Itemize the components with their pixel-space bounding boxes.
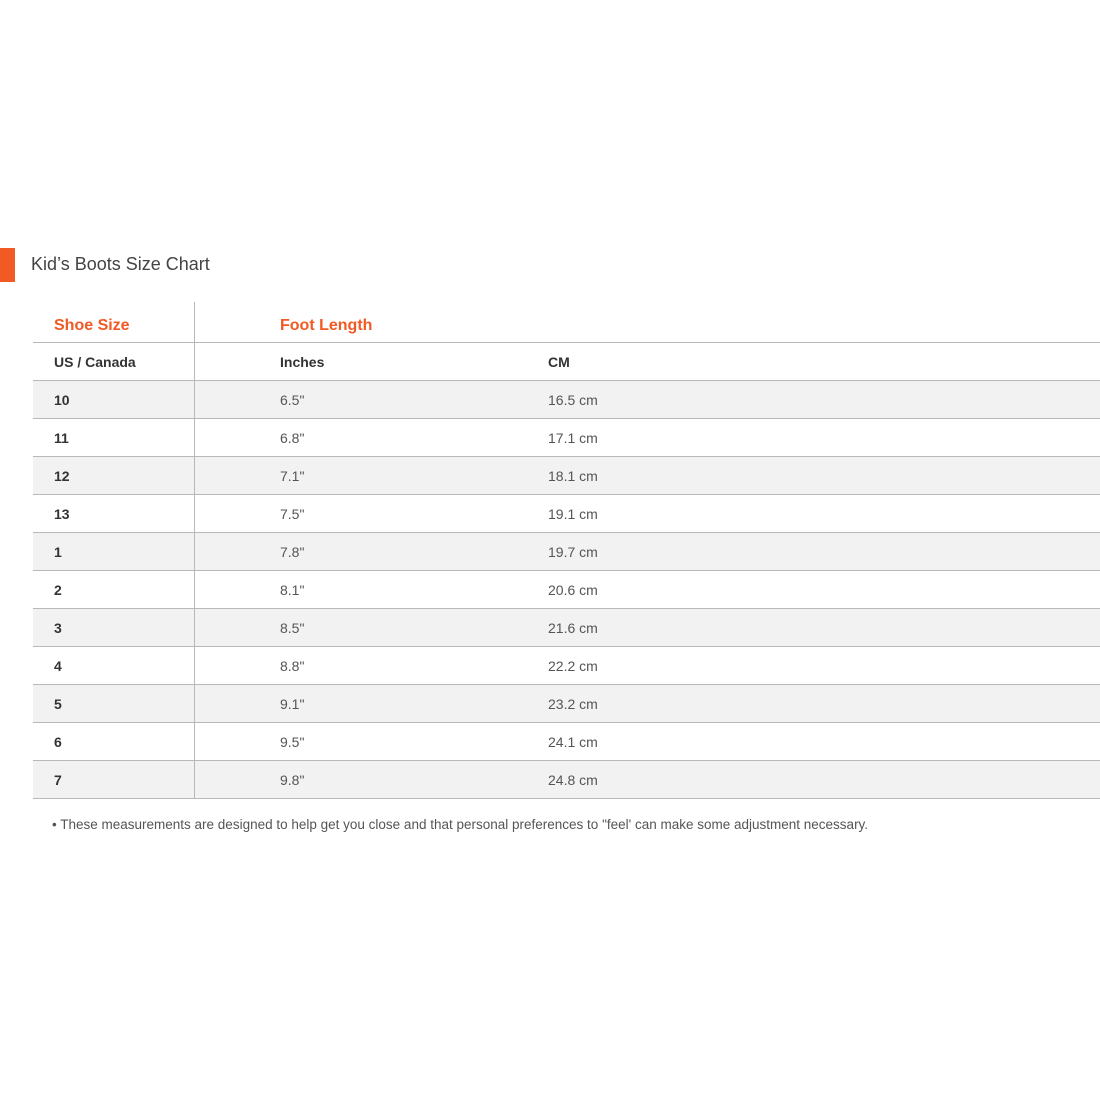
table-row (33, 723, 1100, 761)
page-title: Kid’s Boots Size Chart (31, 254, 210, 274)
shoe-size-header: Shoe Size (54, 317, 130, 334)
size-cell: 11 (54, 429, 69, 446)
size-cell: 13 (54, 505, 70, 522)
table-row (33, 647, 1100, 685)
column-divider (194, 533, 195, 570)
size-cell: 10 (54, 391, 70, 408)
inches-cell: 9.8" (280, 771, 305, 788)
size-cell: 6 (54, 733, 62, 750)
column-divider (194, 495, 195, 532)
inches-cell: 8.1" (280, 581, 305, 598)
size-cell: 1 (54, 543, 62, 560)
cm-cell: 22.2 cm (548, 657, 598, 674)
us-canada-header: US / Canada (54, 353, 136, 370)
table-row (33, 761, 1100, 799)
cm-cell: 24.8 cm (548, 771, 598, 788)
table-row (33, 495, 1100, 533)
column-divider (194, 571, 195, 608)
cm-cell: 16.5 cm (548, 391, 598, 408)
table-row (33, 609, 1100, 647)
inches-cell: 7.5" (280, 505, 305, 522)
column-divider (194, 761, 195, 798)
cm-cell: 19.1 cm (548, 505, 598, 522)
cm-cell: 17.1 cm (548, 429, 598, 446)
table-row (33, 533, 1100, 571)
column-divider (194, 609, 195, 646)
column-divider (194, 647, 195, 684)
inches-cell: 6.8" (280, 429, 305, 446)
foot-length-header: Foot Length (280, 317, 373, 334)
column-divider (194, 381, 195, 418)
column-divider (194, 302, 195, 342)
table-row (33, 381, 1100, 419)
size-cell: 2 (54, 581, 62, 598)
table-body (33, 381, 1100, 799)
column-header-row (33, 343, 1100, 381)
inches-cell: 8.8" (280, 657, 305, 674)
title-accent-bar (0, 248, 15, 282)
cm-header: CM (548, 353, 570, 370)
cm-cell: 24.1 cm (548, 733, 598, 750)
size-cell: 4 (54, 657, 62, 674)
inches-cell: 6.5" (280, 391, 305, 408)
inches-cell: 8.5" (280, 619, 305, 636)
size-cell: 5 (54, 695, 62, 712)
inches-cell: 7.8" (280, 543, 305, 560)
cm-cell: 23.2 cm (548, 695, 598, 712)
group-header-row (33, 302, 1100, 343)
inches-header: Inches (280, 353, 325, 370)
cm-cell: 19.7 cm (548, 543, 598, 560)
inches-cell: 9.1" (280, 695, 305, 712)
column-divider (194, 343, 195, 380)
column-divider (194, 685, 195, 722)
cm-cell: 20.6 cm (548, 581, 598, 598)
cm-cell: 21.6 cm (548, 619, 598, 636)
column-divider (194, 419, 195, 456)
footnote: • These measurements are designed to help get you close and that personal preferences to "feel' can make some adjustment necessary. (52, 817, 869, 832)
table-row (33, 419, 1100, 457)
size-cell: 12 (54, 467, 70, 484)
column-divider (194, 723, 195, 760)
size-cell: 3 (54, 619, 62, 636)
title-block (0, 248, 600, 282)
table-row (33, 457, 1100, 495)
cm-cell: 18.1 cm (548, 467, 598, 484)
inches-cell: 7.1" (280, 467, 305, 484)
size-cell: 7 (54, 771, 62, 788)
inches-cell: 9.5" (280, 733, 305, 750)
column-divider (194, 457, 195, 494)
size-chart-table (33, 302, 1100, 799)
table-row (33, 685, 1100, 723)
table-row (33, 571, 1100, 609)
